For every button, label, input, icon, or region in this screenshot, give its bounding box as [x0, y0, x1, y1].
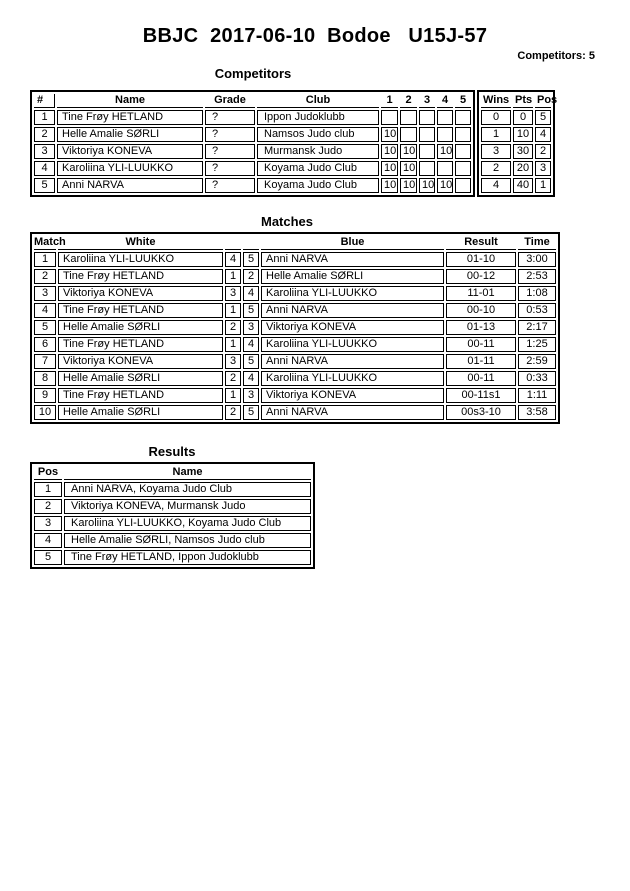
match-white-num: 2	[225, 371, 241, 386]
match-row	[34, 320, 556, 335]
header-round-1: 1	[381, 94, 398, 108]
match-white-name: Helle Amalie SØRLI	[58, 371, 223, 386]
match-white-name: Viktoriya KONEVA	[58, 354, 223, 369]
match-result: 00s3-10	[446, 405, 516, 420]
match-time: 2:17	[518, 320, 556, 335]
header-num: #	[34, 94, 55, 108]
match-blue-name: Viktoriya KONEVA	[261, 320, 444, 335]
match-result: 01-11	[446, 354, 516, 369]
score-cell	[437, 161, 453, 176]
header-result-pos: Pos	[34, 466, 62, 480]
competitor-name: Viktoriya KONEVA	[57, 144, 203, 159]
match-white-num: 1	[225, 337, 241, 352]
match-white-name: Helle Amalie SØRLI	[58, 320, 223, 335]
competitors-count-label: Competitors: 5	[517, 50, 595, 62]
match-number: 7	[34, 354, 56, 369]
match-blue-num: 5	[243, 354, 259, 369]
match-number: 6	[34, 337, 56, 352]
pts-value: 10	[513, 127, 533, 142]
match-result: 00-11	[446, 337, 516, 352]
score-cell	[381, 110, 398, 125]
match-time: 3:58	[518, 405, 556, 420]
header-round-2: 2	[400, 94, 417, 108]
result-row	[34, 516, 311, 531]
match-blue-num: 5	[243, 405, 259, 420]
competitor-grade: ?	[205, 144, 255, 159]
score-cell	[419, 110, 435, 125]
match-number: 2	[34, 269, 56, 284]
match-time: 1:08	[518, 286, 556, 301]
wins-value: 0	[481, 110, 511, 125]
match-blue-num: 5	[243, 252, 259, 267]
match-time: 0:53	[518, 303, 556, 318]
score-cell	[455, 178, 471, 193]
results-table	[30, 462, 315, 569]
page-title: BBJC 2017-06-10 Bodoe U15J-57	[142, 25, 488, 47]
match-blue-name: Anni NARVA	[261, 252, 444, 267]
competitor-num: 4	[34, 161, 55, 176]
header-name: Name	[57, 94, 203, 108]
match-blue-num: 2	[243, 269, 259, 284]
result-row	[34, 482, 311, 497]
match-time: 1:25	[518, 337, 556, 352]
competitor-num: 3	[34, 144, 55, 159]
competitor-row	[34, 127, 471, 142]
header-blue-num	[243, 236, 259, 250]
score-cell	[419, 127, 435, 142]
matches-table	[30, 232, 560, 424]
result-name: Karoliina YLI-LUUKKO, Koyama Judo Club	[64, 516, 311, 531]
match-result: 01-13	[446, 320, 516, 335]
score-cell	[419, 161, 435, 176]
match-result: 11-01	[446, 286, 516, 301]
competitor-name: Anni NARVA	[57, 178, 203, 193]
header-pos: Pos	[537, 94, 558, 106]
score-cell	[400, 110, 417, 125]
match-row	[34, 337, 556, 352]
header-white: White	[58, 236, 223, 250]
match-blue-name: Anni NARVA	[261, 303, 444, 318]
competitor-club: Koyama Judo Club	[257, 178, 379, 193]
match-white-name: Tine Frøy HETLAND	[58, 303, 223, 318]
competitor-num: 2	[34, 127, 55, 142]
match-blue-name: Anni NARVA	[261, 354, 444, 369]
score-cell: 10	[400, 144, 417, 159]
header-blue: Blue	[261, 236, 444, 250]
match-white-num: 1	[225, 388, 241, 403]
match-number: 1	[34, 252, 56, 267]
competitor-num: 5	[34, 178, 55, 193]
result-name: Tine Frøy HETLAND, Ippon Judoklubb	[64, 550, 311, 565]
match-number: 9	[34, 388, 56, 403]
pos-value: 5	[535, 110, 551, 125]
match-row	[34, 388, 556, 403]
match-result: 00-11	[446, 371, 516, 386]
wins-value: 2	[481, 161, 511, 176]
competitor-grade: ?	[205, 178, 255, 193]
wins-value: 1	[481, 127, 511, 142]
match-white-num: 3	[225, 354, 241, 369]
match-white-num: 2	[225, 320, 241, 335]
header-time: Time	[518, 236, 556, 250]
header-round-5: 5	[455, 94, 471, 108]
match-blue-num: 3	[243, 388, 259, 403]
competitor-name: Helle Amalie SØRLI	[57, 127, 203, 142]
match-result: 01-10	[446, 252, 516, 267]
pts-value: 40	[513, 178, 533, 193]
match-number: 4	[34, 303, 56, 318]
competitor-num: 1	[34, 110, 55, 125]
match-number: 8	[34, 371, 56, 386]
pts-value: 20	[513, 161, 533, 176]
standings-row	[481, 110, 551, 125]
result-pos: 4	[34, 533, 62, 548]
match-blue-name: Karoliina YLI-LUUKKO	[261, 286, 444, 301]
header-pts: Pts	[515, 94, 533, 106]
results-section-title: Results	[148, 444, 196, 459]
match-white-name: Viktoriya KONEVA	[58, 286, 223, 301]
match-time: 0:33	[518, 371, 556, 386]
match-row	[34, 252, 556, 267]
match-time: 3:00	[518, 252, 556, 267]
header-white-num	[225, 236, 241, 250]
match-white-name: Tine Frøy HETLAND	[58, 337, 223, 352]
competitor-club: Murmansk Judo	[257, 144, 379, 159]
results-header-row	[34, 466, 311, 480]
pos-value: 2	[535, 144, 551, 159]
match-blue-name: Karoliina YLI-LUUKKO	[261, 337, 444, 352]
header-result-name: Name	[64, 466, 311, 480]
score-cell: 10	[419, 178, 435, 193]
score-cell	[455, 144, 471, 159]
matches-section-title: Matches	[260, 214, 314, 229]
match-blue-num: 4	[243, 371, 259, 386]
match-row	[34, 269, 556, 284]
pts-value: 0	[513, 110, 533, 125]
match-result: 00-10	[446, 303, 516, 318]
result-pos: 2	[34, 499, 62, 514]
score-cell: 10	[437, 178, 453, 193]
match-time: 1:11	[518, 388, 556, 403]
score-cell	[437, 127, 453, 142]
competitor-row	[34, 144, 471, 159]
wins-value: 4	[481, 178, 511, 193]
competitor-row	[34, 110, 471, 125]
score-cell: 10	[381, 161, 398, 176]
standings-row	[481, 144, 551, 159]
competitor-club: Namsos Judo club	[257, 127, 379, 142]
score-cell: 10	[400, 161, 417, 176]
match-blue-name: Viktoriya KONEVA	[261, 388, 444, 403]
score-cell	[419, 144, 435, 159]
match-white-num: 4	[225, 252, 241, 267]
match-result: 00-11s1	[446, 388, 516, 403]
standings-table	[477, 90, 558, 197]
score-cell: 10	[381, 144, 398, 159]
matches-header-row	[34, 236, 556, 250]
result-pos: 1	[34, 482, 62, 497]
match-blue-name: Anni NARVA	[261, 405, 444, 420]
match-number: 10	[34, 405, 56, 420]
match-white-name: Tine Frøy HETLAND	[58, 269, 223, 284]
match-white-num: 2	[225, 405, 241, 420]
score-cell: 10	[400, 178, 417, 193]
result-row	[34, 550, 311, 565]
match-row	[34, 371, 556, 386]
match-white-num: 3	[225, 286, 241, 301]
competitors-section-title: Competitors	[214, 66, 292, 81]
score-cell: 10	[437, 144, 453, 159]
competitor-grade: ?	[205, 127, 255, 142]
result-row	[34, 533, 311, 548]
match-number: 3	[34, 286, 56, 301]
match-row	[34, 286, 556, 301]
match-white-name: Karoliina YLI-LUUKKO	[58, 252, 223, 267]
competitors-table	[30, 90, 475, 197]
match-row	[34, 303, 556, 318]
standings-row	[481, 161, 551, 176]
header-grade: Grade	[205, 94, 255, 108]
standings-row	[481, 178, 551, 193]
result-name: Viktoriya KONEVA, Murmansk Judo	[64, 499, 311, 514]
match-white-num: 1	[225, 303, 241, 318]
competitor-grade: ?	[205, 110, 255, 125]
result-name: Anni NARVA, Koyama Judo Club	[64, 482, 311, 497]
match-time: 2:53	[518, 269, 556, 284]
match-result: 00-12	[446, 269, 516, 284]
competitor-club: Koyama Judo Club	[257, 161, 379, 176]
competitor-row	[34, 161, 471, 176]
standings-header-row	[481, 94, 551, 108]
result-pos: 3	[34, 516, 62, 531]
competitor-name: Karoliina YLI-LUUKKO	[57, 161, 203, 176]
score-cell	[455, 127, 471, 142]
result-pos: 5	[34, 550, 62, 565]
competitor-row	[34, 178, 471, 193]
header-wins: Wins	[483, 94, 510, 106]
wins-value: 3	[481, 144, 511, 159]
score-cell	[455, 161, 471, 176]
match-white-name: Tine Frøy HETLAND	[58, 388, 223, 403]
match-number: 5	[34, 320, 56, 335]
match-blue-name: Helle Amalie SØRLI	[261, 269, 444, 284]
match-blue-num: 4	[243, 337, 259, 352]
header-club: Club	[257, 94, 379, 108]
score-cell: 10	[381, 127, 398, 142]
match-blue-num: 4	[243, 286, 259, 301]
pos-value: 4	[535, 127, 551, 142]
score-cell: 10	[381, 178, 398, 193]
standings-row	[481, 127, 551, 142]
pts-value: 30	[513, 144, 533, 159]
header-match: Match	[34, 236, 66, 248]
match-time: 2:59	[518, 354, 556, 369]
match-row	[34, 354, 556, 369]
match-blue-num: 3	[243, 320, 259, 335]
competitors-header-row	[34, 94, 471, 108]
result-name: Helle Amalie SØRLI, Namsos Judo club	[64, 533, 311, 548]
match-white-name: Helle Amalie SØRLI	[58, 405, 223, 420]
competitor-club: Ippon Judoklubb	[257, 110, 379, 125]
header-round-3: 3	[419, 94, 435, 108]
score-cell	[437, 110, 453, 125]
match-blue-name: Karoliina YLI-LUUKKO	[261, 371, 444, 386]
header-round-4: 4	[437, 94, 453, 108]
score-cell	[400, 127, 417, 142]
match-blue-num: 5	[243, 303, 259, 318]
competitor-grade: ?	[205, 161, 255, 176]
header-result: Result	[446, 236, 516, 250]
pos-value: 3	[535, 161, 551, 176]
match-white-num: 1	[225, 269, 241, 284]
match-row	[34, 405, 556, 420]
result-row	[34, 499, 311, 514]
score-cell	[455, 110, 471, 125]
competitor-name: Tine Frøy HETLAND	[57, 110, 203, 125]
pos-value: 1	[535, 178, 551, 193]
